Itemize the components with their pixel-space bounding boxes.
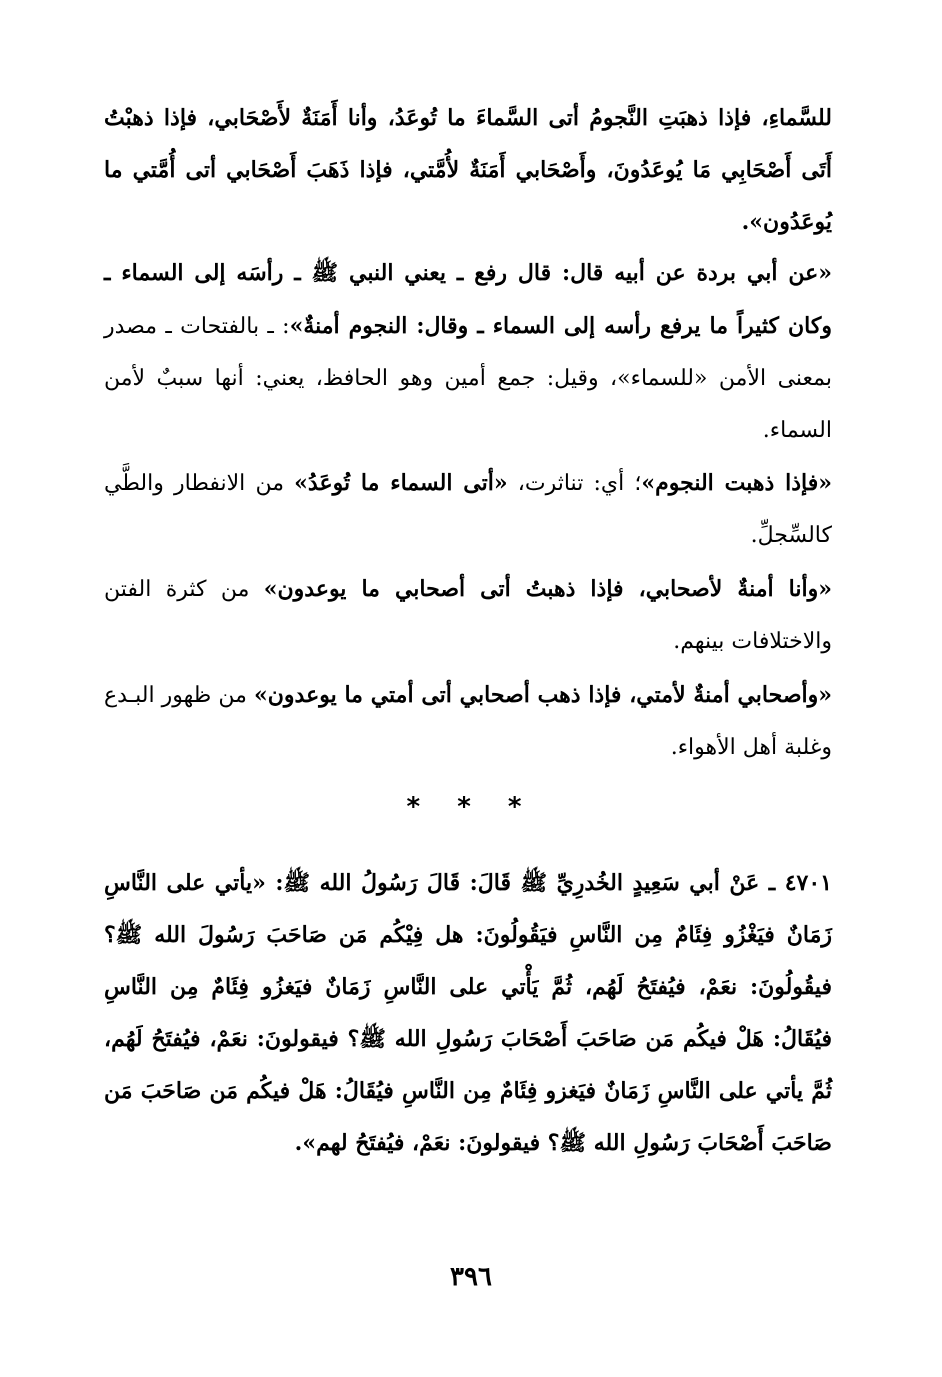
commentary-text: : ـ بالفتحات ـ مصدر بمعنى الأمن «للسماء»، وقيل: جمع أمين وهو الحافظ، يعني: أنها سببٌ لأمن السماء. <box>104 314 832 443</box>
quoted-hadith-text: «وأصحابي أمنةٌ لأمتي، فإذا ذهب أصحابي أتى أمتي ما يوعدون» <box>254 682 832 708</box>
page-number: ٣٩٦ <box>450 1262 492 1292</box>
paragraph-commentary-4 <box>104 669 832 774</box>
commentary-text: ؛ أي: تناثرت، <box>507 471 642 496</box>
quoted-hadith-text: «وأنا أمنةٌ لأصحابي، فإذا ذهبتُ أتى أصحابي ما يوعدون» <box>263 576 832 602</box>
paragraph-commentary-1 <box>104 247 832 457</box>
hadith-number: ٤٧٠١ <box>784 870 832 896</box>
hadith-text: ـ عَنْ أبي سَعِيدٍ الخُدرِيِّ ﷺ قَالَ: قَالَ رَسُولُ الله ﷺ: «يأتي على النَّاسِ زَمَانٌ فيَغْزُو فِئَامٌ مِن النَّاسِ فيَقُولُونَ: هل فِيْكُم مَن صَاحَبَ رَسُولَ الله ﷺ؟ فيقُولُونَ: نعَمْ، فيُفتَحُ لَهُم، ثُمَّ يَأْتي على النَّاسِ زَمَانٌ فيَغزُو فِئَامٌ مِن النَّاسِ فيُقَالُ: هَلْ فيكُم مَن صَاحَبَ أَصْحَابَ رَسُولِ الله ﷺ؟ فيقولونَ: نعَمْ، فيُفتَحُ لَهُم، ثُمَّ يأتي على النَّاسِ زَمَانٌ فيَغزو فِئَامٌ مِن النَّاسِ فيُقَالُ: هَلْ فيكُم مَن صَاحَبَ مَن صَاحَبَ أَصْحَابَ رَسُولِ الله ﷺ؟ فيقولونَ: نعَمْ، فيُفتَحُ لهم». <box>104 870 832 1156</box>
paragraph-hadith-continuation <box>104 92 832 248</box>
paragraph-hadith-4701 <box>104 857 832 1169</box>
hadith-text: للسَّماءِ، فإذا ذهبَتِ النَّجومُ أتى السَّماءَ ما تُوعَدُ، وأنا أَمَنَةٌ لأَصْحَابي، فإذا ذهبْتُ أَتَى أَصْحَابِي مَا يُوعَدُونَ، وأَصْحَابي أَمَنَةٌ لأُمَّتي، فإذا ذَهَبَ أَصْحَابي أتى أُمَّتي ما يُوعَدُون». <box>104 105 832 235</box>
quoted-hadith-text: «أتى السماء ما تُوعَدُ» <box>294 470 508 496</box>
quoted-hadith-text: «فإذا ذهبت النجوم» <box>641 470 832 496</box>
commentary-text: من ظهور البـدع وغلبة أهل الأهواء. <box>104 683 832 760</box>
commentary-text: من الانفطار والطَّي كالسِّجلِّ. <box>104 471 832 548</box>
paragraph-commentary-3 <box>104 563 832 668</box>
section-separator: * * * <box>406 792 536 822</box>
quoted-hadith-text: «عن أبي بردة عن أبيه قال: قال رفع ـ يعني النبي ﷺ ـ رأسَه إلى السماء ـ وكان كثيراً ما يرفع رأسه إلى السماء ـ وقال: النجوم أمنةٌ» <box>104 260 832 339</box>
commentary-text: من كثرة الفتن والاختلافات بينهم. <box>104 577 832 654</box>
paragraph-commentary-2 <box>104 457 832 562</box>
